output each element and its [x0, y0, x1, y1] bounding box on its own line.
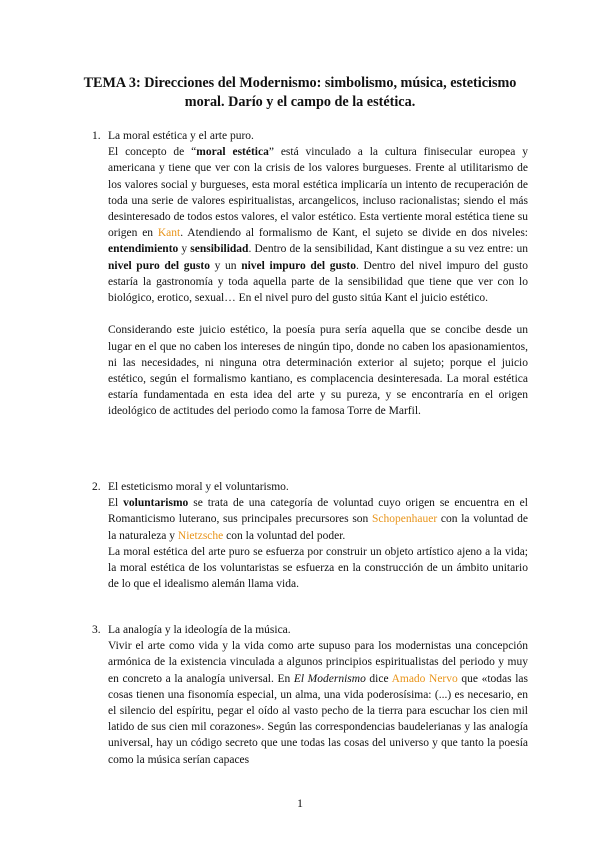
section-heading — [92, 128, 528, 144]
text-run: y — [178, 243, 191, 256]
section-number: 1. — [92, 130, 101, 142]
text-run: ” está vinculado a la cultura finisecular europea y americana y tiene que ver con la crisis de los valores burgueses. Frente al utilitarismo de los valores social y burgueses, esta moral estética implicaría un intento de recuperación de toda una serie de valores espiritualistas, arcangelicos, incluso racionalistas; siendo el más desinteresado de todos estos valores, el valor estético. Esta vertiente moral estética tiene su origen en — [108, 146, 528, 240]
bold-term: voluntarismo — [123, 497, 189, 510]
paragraph — [108, 144, 528, 306]
italic-title: El Modernismo — [293, 672, 366, 685]
section-heading — [92, 479, 528, 495]
section-heading — [92, 622, 528, 638]
section-2 — [92, 479, 528, 592]
section-heading-text: El esteticismo moral y el voluntarismo. — [108, 481, 289, 493]
link-nietzsche[interactable]: Nietzsche — [177, 529, 224, 542]
section-body — [92, 495, 528, 592]
paragraph — [108, 638, 528, 768]
text-run: se trata de una categoría de voluntad cuyo origen se encuentra en el Romanticismo luterano, sus principales precursores son — [108, 497, 528, 526]
text-run: . Dentro de la sensibilidad, Kant distingue a su vez entre: un — [248, 243, 529, 256]
bold-term: nivel puro del gusto — [108, 259, 210, 272]
bold-term: moral estética — [196, 146, 269, 159]
bold-term: entendimiento — [108, 243, 179, 256]
paragraph: Considerando este juicio estético, la poesía pura sería aquella que se concibe desde un lugar en el que no caben los intereses de ningún tipo, donde no caben los apasionamientos, ni las necesidades, ni ninguna otra determinación exterior al sujeto; porque el juicio estético, según el formalismo kantiano, es complacencia desinteresada. La moral estética estaría fundamentada en esta idea del arte y su pureza, y se encontraría en el origen ideológico de actitudes del periodo como la famosa Torre de Marfil. — [108, 324, 528, 418]
section-body — [92, 144, 528, 419]
bold-term: sensibilidad — [190, 243, 249, 256]
link-kant[interactable]: Kant — [157, 227, 181, 240]
bold-term: nivel impuro del gusto — [241, 259, 356, 272]
link-amado-nervo[interactable]: Amado Nervo — [391, 672, 458, 685]
text-run: . Atendiendo al formalismo de Kant, el sujeto se divide en dos niveles: — [180, 227, 528, 240]
section-number: 2. — [92, 481, 101, 493]
link-schopenhauer[interactable]: Schopenhauer — [372, 513, 438, 526]
text-run: y un — [209, 259, 242, 272]
page-number: 1 — [297, 796, 303, 810]
text-run: con la voluntad de la naturaleza y — [108, 513, 528, 542]
section-body — [92, 638, 528, 768]
text-run: Vivir el arte como vida y la vida como arte supuso para los modernistas una concepción armónica de la existencia vinculada a algunos principios espiritualistas del periodo y muy en concreto a la analogía universal. En — [108, 640, 528, 685]
text-run: con la voluntad del poder. — [223, 529, 346, 542]
text-run: El — [108, 497, 124, 510]
text-run: . Dentro del nivel impuro del gusto estaría la gastronomía y toda aquella parte de la sensibilidad que tiene que ver con lo biológico, erotico, sexual… En el nivel puro del gusto sitúa Kant el juicio estético. — [108, 259, 528, 305]
section-1 — [92, 128, 528, 420]
section-3 — [92, 622, 528, 768]
text-run: dice — [365, 672, 392, 685]
document-title: TEMA 3: Direcciones del Modernismo: simbolismo, música, esteticismo moral. Darío y el campo de la estética. — [83, 75, 517, 110]
text-run: El concepto de “ — [108, 146, 197, 159]
section-heading-text: La moral estética y el arte puro. — [108, 130, 254, 142]
paragraph: La moral estética del arte puro se esfuerza por construir un objeto artístico ajeno a la vida; la moral estética de los voluntaristas se esfuerza en la construcción de un ámbito unitario de lo que el idealismo alemán llama vida. — [108, 545, 528, 591]
section-heading-text: La analogía y la ideología de la música. — [108, 624, 291, 636]
paragraph — [108, 495, 528, 544]
section-number: 3. — [92, 624, 101, 636]
text-run: que «todas las cosas tienen una fisonomía especial, un alma, una vida poderosísima: (...) es necesario, en el silencio del espíritu, pegar el oído al vasto pecho de la tierra para escuchar los cien mil latido de sus cien mil corazones». Según las correspondencias baudelerianas y las analogía universal, hay un código secreto que une todas las cosas del universo y que tanto la poesía como la música serían capaces — [108, 672, 528, 766]
